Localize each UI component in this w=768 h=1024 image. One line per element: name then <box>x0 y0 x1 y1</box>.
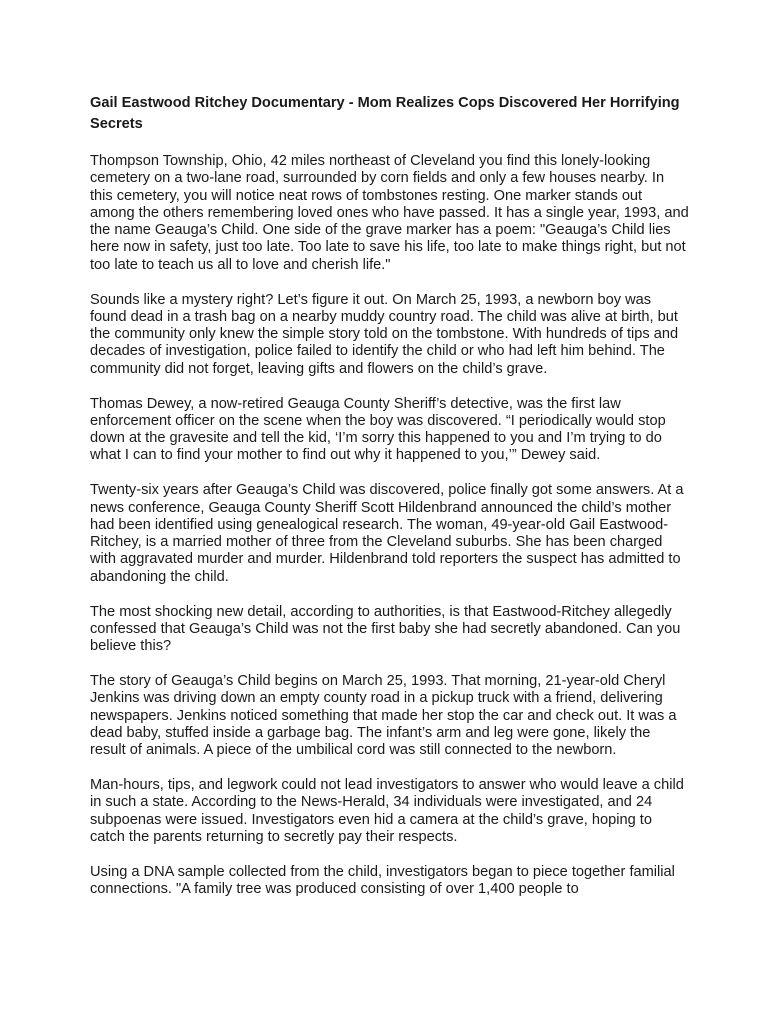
paragraph-shocking-detail: The most shocking new detail, according to authorities, is that Eastwood-Ritchey allegedly confessed that Geauga’s Child was not the first baby she had secretly abandoned. Can you believe this? <box>90 603 681 655</box>
paragraph-dna: Using a DNA sample collected from the child, investigators began to piece together familial connections. "A family tree was produced consisting of over 1,400 people to <box>90 863 675 897</box>
paragraph-answers: Twenty-six years after Geauga’s Child was discovered, police finally got some answers. At a news conference, Geauga County Sheriff Scott Hildenbrand announced the child’s mother had been identified using genealogical research. The woman, 49-year-old Gail Eastwood-Ritchey, is a married mother of three from the Cleveland suburbs. She has been charged with aggravated murder and murder. Hildenbrand told reporters the suspect has admitted to abandoning the child. <box>90 482 684 585</box>
paragraph-mystery: Sounds like a mystery right? Let’s figure it out. On March 25, 1993, a newborn boy was found dead in a trash bag on a nearby muddy country road. The child was alive at birth, but the community only knew the simple story told on the tombstone. With hundreds of tips and decades of investigation, police failed to identify the child or who had left him behind. The community did not forget, leaving gifts and flowers on the child’s grave. <box>90 291 679 377</box>
document-page <box>90 93 690 916</box>
paragraph-story-begins: The story of Geauga’s Child begins on March 25, 1993. That morning, 21-year-old Cheryl Jenkins was driving down an empty county road in a pickup truck with a friend, delivering newspapers. Jenkins noticed something that made her stop the car and check out. It was a dead baby, stuffed inside a garbage bag. The infant’s arm and leg were gone, likely the result of animals. A piece of the umbilical cord was still connected to the newborn. <box>90 672 677 759</box>
paragraph-cemetery: Thompson Township, Ohio, 42 miles northeast of Cleveland you find this lonely-looking cemetery on a two-lane road, surrounded by corn fields and only a few houses nearby. In this cemetery, you will notice neat rows of tombstones resting. One marker stands out among the others remembering loved ones who have passed. It has a single year, 1993, and the name Geauga’s Child. One side of the grave marker has a poem: "Geauga’s Child lies here now in safety, just too late. Too late to save his life, too late to make things right, but not too late to teach us all to love and cherish life." <box>90 153 689 273</box>
paragraph-investigation: Man-hours, tips, and legwork could not lead investigators to answer who would leave a child in such a state. According to the News-Herald, 34 individuals were investigated, and 24 subpoenas were issued. Investigators even hid a camera at the child’s grave, hoping to catch the parents returning to secretly pay their respects. <box>90 776 684 845</box>
document-title: Gail Eastwood Ritchey Documentary - Mom Realizes Cops Discovered Her Horrifying Secrets <box>90 95 680 132</box>
paragraph-dewey: Thomas Dewey, a now-retired Geauga County Sheriff’s detective, was the first law enforcement officer on the scene when the boy was discovered. “I periodically would stop down at the gravesite and tell the kid, ‘I’m sorry this happened to you and I’m trying to do what I can to find your mother to find out why it happened to you,’” Dewey said. <box>90 395 666 464</box>
